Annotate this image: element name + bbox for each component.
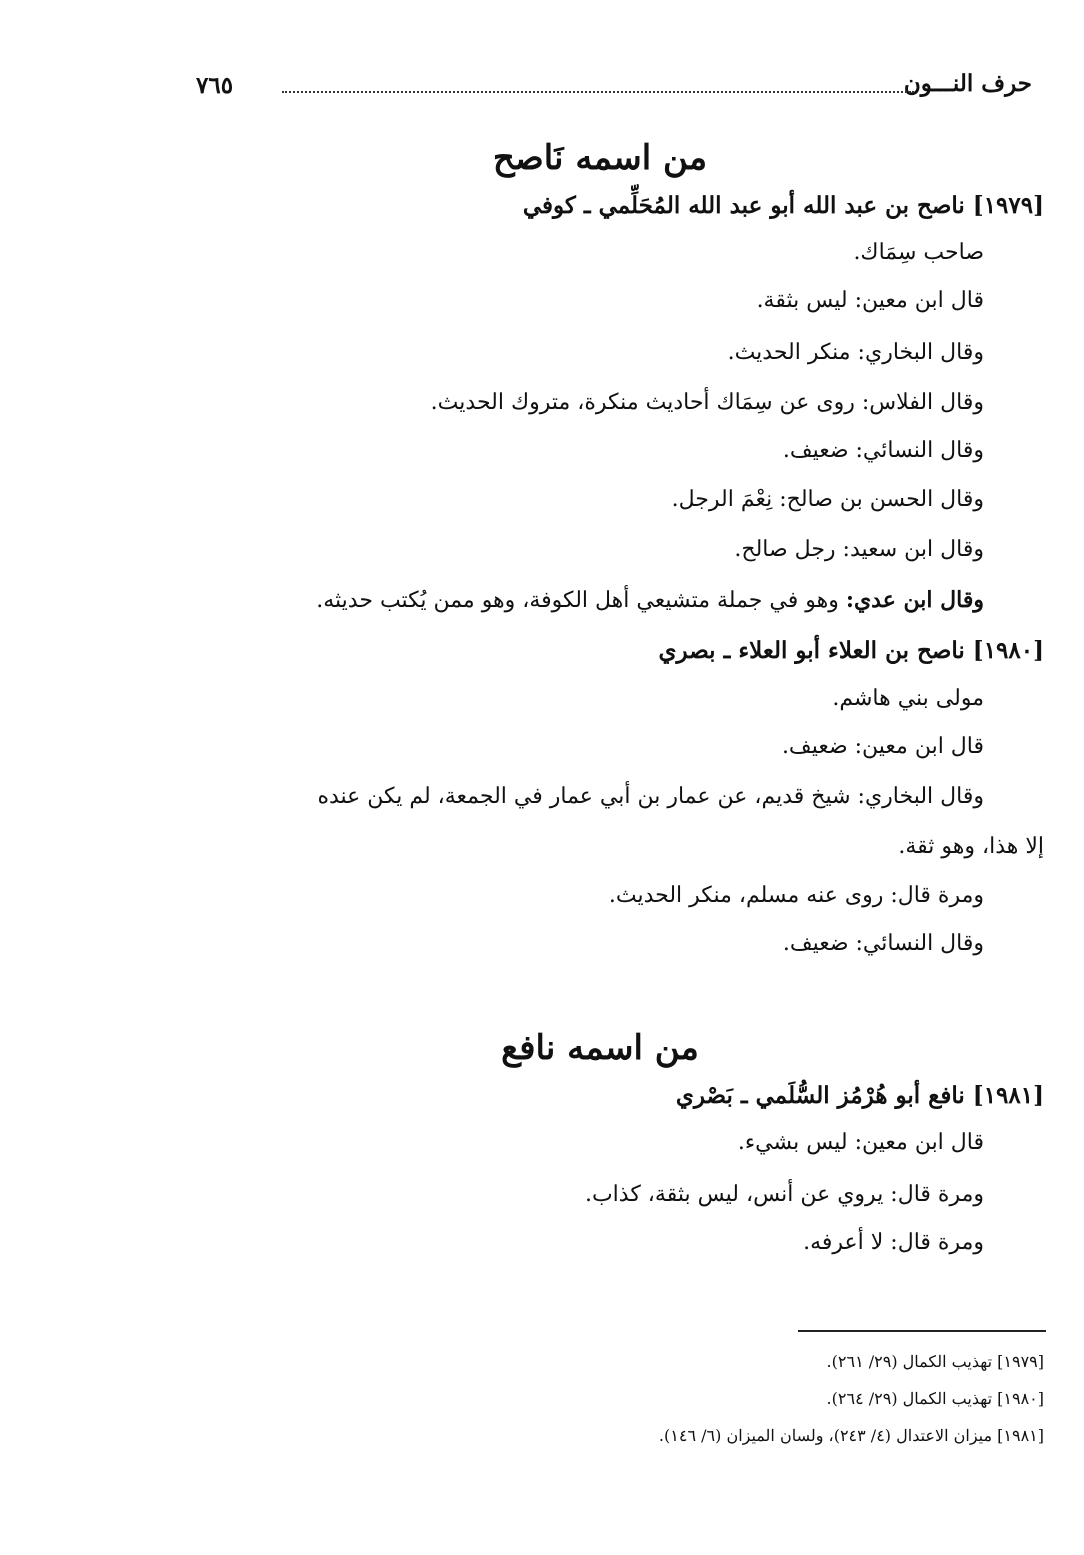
entry-line-text: وهو في جملة متشيعي أهل الكوفة، وهو ممن يُكتب حديثه. xyxy=(316,588,846,613)
section-heading: من اسمه نافع xyxy=(501,1028,699,1068)
entry-heading: [١٩٨١] نافع أبو هُرْمُز السُّلَمي ـ بَصْري xyxy=(675,1082,1044,1109)
footnote: [١٩٧٩] تهذيب الكمال (٢٩/ ٢٦١). xyxy=(826,1352,1044,1371)
entry-line: إلا هذا، وهو ثقة. xyxy=(898,834,1044,859)
section-heading: من اسمه نَاصح xyxy=(492,138,708,178)
entry-line: ومرة قال: روى عنه مسلم، منكر الحديث. xyxy=(608,883,984,908)
entry-line: وقال النسائي: ضعيف. xyxy=(782,438,984,463)
entry-line: وقال البخاري: شيخ قديم، عن عمار بن أبي عمار في الجمعة، لم يكن عنده xyxy=(317,784,984,809)
entry-line: ومرة قال: يروي عن أنس، ليس بثقة، كذاب. xyxy=(584,1182,984,1207)
entry-line xyxy=(316,587,984,614)
entry-line: مولى بني هاشم. xyxy=(832,686,984,711)
entry-heading: [١٩٧٩] ناصح بن عبد الله أبو عبد الله المُحَلِّمي ـ كوفي xyxy=(522,192,1044,219)
footnote: [١٩٨٠] تهذيب الكمال (٢٩/ ٢٦٤). xyxy=(826,1389,1044,1408)
header-rule xyxy=(282,91,914,93)
entry-line: وقال الحسن بن صالح: نِعْمَ الرجل. xyxy=(671,487,984,512)
entry-line: ومرة قال: لا أعرفه. xyxy=(803,1230,984,1255)
footnote-rule xyxy=(798,1330,1046,1332)
entry-line: وقال البخاري: منكر الحديث. xyxy=(727,340,984,365)
entry-line: وقال النسائي: ضعيف. xyxy=(782,931,984,956)
running-header-title: حرف النـــون xyxy=(903,70,1032,97)
entry-line: وقال ابن سعيد: رجل صالح. xyxy=(734,537,984,562)
entry-heading: [١٩٨٠] ناصح بن العلاء أبو العلاء ـ بصري xyxy=(658,637,1044,664)
entry-line: وقال الفلاس: روى عن سِمَاك أحاديث منكرة، متروك الحديث. xyxy=(430,390,984,415)
page-number: ٧٦٥ xyxy=(196,72,234,99)
entry-line: قال ابن معين: ليس بشيء. xyxy=(737,1130,984,1155)
footnote: [١٩٨١] ميزان الاعتدال (٤/ ٢٤٣)، ولسان الميزان (٦/ ١٤٦). xyxy=(658,1426,1044,1445)
speaker-label: وقال ابن عدي: xyxy=(845,587,984,613)
entry-line: قال ابن معين: ليس بثقة. xyxy=(756,288,984,313)
entry-line: صاحب سِمَاك. xyxy=(853,240,984,265)
entry-line: قال ابن معين: ضعيف. xyxy=(781,734,984,759)
